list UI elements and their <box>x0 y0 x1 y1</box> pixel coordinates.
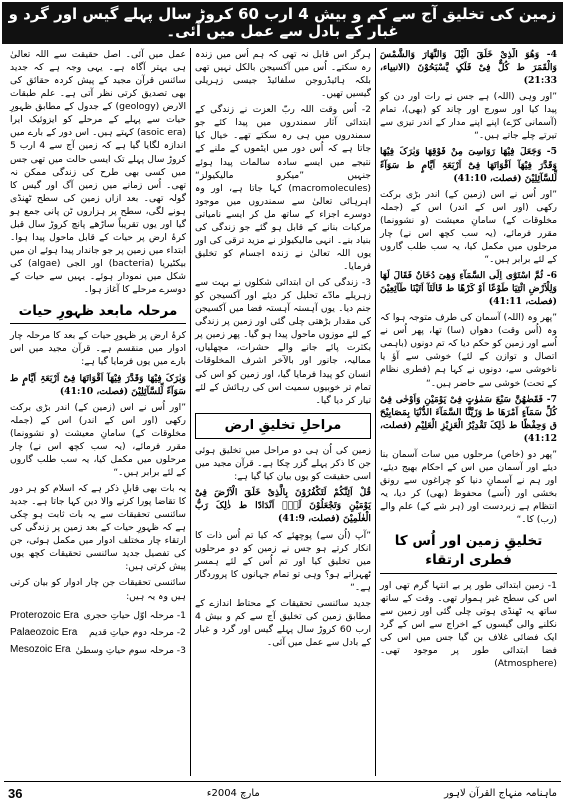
column-right <box>376 48 561 776</box>
middle-paragraph-1: ہرگز اس قابل نہ تھی کہ ہم اُس میں زندہ رہ سکتے۔ اُس میں آکسیجن بالکل نہیں تھی بلکہ ہائیڈروجن سلفائیڈ جیسی زہریلی گیسیں تھیں۔ <box>195 49 371 100</box>
era-urdu: 1- مرحلہ اوّل حیاتِ حجری <box>83 610 186 622</box>
era-item <box>10 626 186 640</box>
era-english: Palaeozoic Era <box>10 626 78 638</box>
headline-banner <box>2 2 563 44</box>
middle-paragraph-4: زمین کی اُن ہی دو مراحل میں تخلیق ہوئی جن کا ذکر پہلے گزر چکا ہے۔ قرآن مجید میں اسی حقیقت کو یوں بیان کیا گیا ہے: <box>195 445 371 483</box>
verse-4-translation: ”اور وہی (اللہ) ہے جس نے رات اور دن کو پیدا کیا اور سورج اور چاند کو (بھی)، تمام (آسمانی کرّے) اپنے اپنے مدار کے اندر تیزی سے تیرتے چلے جاتے ہیں۔“ <box>380 91 557 142</box>
section-heading-stages: مراحلِ تخلیقِ ارض <box>195 413 371 439</box>
verse-fussilat-10-arabic: وَبٰرَکَ فِیْھَا وَقَدَّرَ فِیْھَآ اَقْوَاتَھَا فِیْٓ اَرْبَعَۃِ اَیَّامٍ ط سَوَآءً لِّلسَّآئِلِیْنَ (فصلت، 41:10) <box>10 372 186 397</box>
era-english: Mesozoic Era <box>10 643 71 655</box>
verse-6-translation: ”پھر وہ (اللہ) آسمان کی طرف متوجہ ہوا کہ وہ (اُس وقت) دھواں (سا) تھا، پھر اُس نے اُسے اور زمین کو حکم دیا کہ تم دونوں (باہمی اتصال و توازن کے لئے) خوشی سے آؤ یا ناخوشی سے، دونوں نے کہا ہم (فطری نظام کے تحت) خوشی سے حاضر ہیں۔“ <box>380 312 557 389</box>
verse-7-translation: ”پھر دو (خاص) مرحلوں میں سات آسمان بنا دیئے اور آسمان میں اس کے احکام بھیج دیئے، اور ہم نے آسمانِ دنیا کو چراغوں سے رونق بخشی اور (اُسے) محفوظ (بھی) کر دیا، یہ انتظام ہے زبردست اور (ہر شے کے) علم والے (رب) کا۔“ <box>380 448 557 526</box>
article-columns <box>4 48 561 776</box>
column-middle <box>191 48 376 776</box>
middle-paragraph-2: 2- اُس وقت اللہ ربّ العزت نے زندگی کے ابتدائی آثار سمندروں میں پیدا کئے جو سمندروں میں ہی رہ سکتے تھے۔ خیال کیا جاتا ہے کہ اُس دور میں ایٹموں کے ملنے کے نتیجے میں ایسے سادہ سالمات پیدا ہوئے جنہیں ”میکرو مالیکیولز“ (macromolecules) کہا جاتا ہے، اور وہ اہرہائی تعالیٰ سے سمندروں میں موجود دوسرے اجزاء کے ساتھ مل کر ایسے نامیاتی مرکبات بنانے کے قابل ہو گئے جو زندگی کی بنیاد بنے۔ انہی مالیکیولز نے مزید ترقی کی اور یوں اللہ تعالیٰ نے زندہ اجسام کو تخلیق فرمایا۔ <box>195 104 371 272</box>
era-item <box>10 609 186 623</box>
middle-paragraph-3: 3- زندگی کی ان ابتدائی شکلوں نے بہت سے زہریلے مادّے تحلیل کر دیئے اور آکسیجن کو جنم دیا۔ یوں آہستہ آہستہ فضا میں آکسیجن کی مقدار بڑھتی چلی گئی اور زمین پر زندگی کے لئے موزوں ماحول پیدا ہو گیا۔ پھر زمین پر بکثرت پائے جانے والے حشرات، مچھلیاں، ممالیہ، جانور اور بالآخر اشرف المخلوقات انسان کو پیدا فرمایا گیا، اور زمین کو اس کی تمام تر خوبیوں سمیت اس کی رہائش کے لئے تیار کر دیا گیا۔ <box>195 277 371 406</box>
verse-fussilat-9-translation: ”آپ (اُن سے) پوچھئے کہ کیا تم اُس ذات کا انکار کرتے ہو جس نے زمین کو دو مرحلوں میں تخلیق کیا اور تم اُس کے لئے ہمسر ٹھہراتے ہو؟ وہی تو تمام جہانوں کا پروردگار ہے۔“ <box>195 529 371 593</box>
verse-6-arabic: 6- ثُمَّ اسْتَوٰٓی اِلَی السَّمَآءِ وَھِیَ دُخَانٌ فَقَالَ لَھَا وَلِلْاَرْضِ ائْتِیَا طَوْعًا اَوْ کَرْھًا ط قَالَتَآ اَتَیْنَا طَآئِعِیْنَ (فصلت، 41:11) <box>380 270 557 308</box>
section-heading-post-life: مرحلہ مابعد ظہورِ حیات <box>10 302 186 324</box>
left-paragraph-2: کرۂ ارض پر ظہورِ حیات کے بعد کا مرحلہ چار ادوار میں منقسم ہے۔ قرآن مجید میں اس بارے میں یوں فرمایا گیا ہے: <box>10 330 186 368</box>
era-urdu: 2- مرحلہ دوم حیاتِ قدیم <box>89 627 186 639</box>
middle-paragraph-5: جدید سائنسی تحقیقات کے محتاط اندازے کے مطابق زمین کی تخلیق آج سے کم و بیش 4 ارب 60 کروڑ سال پہلے گیس اور گرد و غبار کے بادل سے عمل میں آئی۔ <box>195 597 371 649</box>
verse-5-translation: ”اور اُس نے اس (زمین کے) اندر بڑی برکت رکھی (اور اس کے اندر) اس کے (جملہ مخلوقات کے) سامانِ معیشت (و نشوونما) مقرر فرمائے، (یہ سب کچھ اس نے) چار مرحلوں میں مکمل کیا، یہ سب طلب گاروں کے لئے برابر ہیں۔“ <box>380 188 557 265</box>
section-heading-creation-evolution: تخلیقِ زمین اور اُس کا فطری ارتقاء <box>380 532 557 573</box>
page-footer <box>4 781 561 804</box>
left-paragraph-4: سائنسی تحقیقات جن چار ادوار کو بیان کرتی ہیں وہ یہ ہیں: <box>10 577 186 602</box>
left-paragraph-1: عمل میں آئی۔ اصل حقیقت سے اللہ تعالیٰ ہی بہتر آگاہ ہے۔ یہی وجہ ہے کہ جدید سائنس قرآن مجید کے پیش کردہ حقائق کی بھی تصدیق کرتی نظر آتی ہے۔ علم طبقات الارض (geology) کے جدول کے مطابق ظہورِ حیات سے پہلے کے مرحلے کو ایزوئیک ایرا (asoic era) کہتے ہیں۔ اس دور کے بارے میں اندازہ لگایا گیا ہے کہ زمین آج سے 4 ارب 5 کروڑ سال پہلے تک ایسی حالت میں تھی جس میں کسی بھی طرح کی زندگی ممکن نہ تھی۔ اُس زمانے میں زمین آگ اور گیس کا گولہ تھی۔ بعد ازاں زمین کی سطح ٹھنڈی ہونے لگی، سطح پر ہزاروں ٹن پانی جمع ہو گیا اور یوں تقریباً ساڑھے پانچ کروڑ سال قبل کرۂ ارض پر حیات کے قابل ماحول پیدا ہوا۔ ابتداء میں زمین پر جو جاندار پیدا ہوئے ان میں بیکٹیریا (bacteria) اور الجی (algae) کی شکل میں نمودار ہوئے۔ یہیں سے حیات کے دوسرے مرحلے کا آغاز ہوا۔ <box>10 49 187 296</box>
issue-date: مارچ 2004ء <box>206 787 260 799</box>
page-number: 36 <box>8 785 23 801</box>
era-item <box>10 643 186 657</box>
evolution-point-1: 1- زمین ابتدائی طور پر بے انتہا گرم تھی اور اس کی سطح غیر ہموار تھی۔ وقت کے ساتھ ساتھ یہ ٹھنڈی ہوتی چلی گئی اور زمین سے نکلنے والی گیسوں کے اخراج سے اس کے گرد ایک فضائی غلاف بن گیا جس میں اس کی فضا ابتدائی طور پر موجود تھی۔ (Atmosphere) <box>380 579 557 669</box>
verse-5-arabic: 5- وَجَعَلَ فِیْھَا رَوَاسِیَ مِنْ فَوْقِھَا وَبٰرَکَ فِیْھَا وَقَدَّرَ فِیْھَآ اَقْوَاتَھَا فِیْٓ اَرْبَعَۃِ اَیَّامٍ ط سَوَآءً لِّلسَّآئِلِیْنَ (فصلت، 41:10) <box>380 146 557 184</box>
eras-list <box>10 609 186 658</box>
left-paragraph-3: یہ بات بھی قابلِ ذکر ہے کہ اسلام کو ہر دور کا تقاضا پورا کرنے والا دین کہا جاتا ہے۔ جدید سائنسی تحقیقات سے یہ بات ثابت ہو چکی ہے کہ ظہورِ حیات کے بعد زمین پر زندگی کی ارتقاء چار مختلف ادوار میں مکمل ہوئی، جن کی تفصیل جدید سائنسی تحقیقات کچھ یوں پیش کرتی ہیں: <box>10 483 186 573</box>
verse-4-arabic: 4- وَھُوَ الَّذِیْ خَلَقَ الَّیْلَ وَالنَّھَارَ وَالشَّمْسَ وَالْقَمَرَ ط کُلٌّ فِیْ فَلَکٍ یَّسْبَحُوْنَ (الانبیاء، 21:33) <box>380 49 557 87</box>
headline-title: زمین کی تخلیق آج سے کم و بیش 4 ارب 60 کروڑ سال پہلے گیس اور گرد و غبار کے بادل سے عمل میں آئی۔ <box>8 4 557 40</box>
era-urdu: 3- مرحلہ سوم حیاتِ وسطیٰ <box>75 644 186 656</box>
magazine-name: ماہنامہ منہاج القرآن لاہور <box>444 787 557 799</box>
verse-fussilat-10-translation: ”اور اُس نے اس (زمین کے) اندر بڑی برکت رکھی (اور اس کے اندر) اس کے (جملہ مخلوقات کے) سامانِ معیشت (و نشوونما) مقرر فرمائے، (یہ سب کچھ اس نے) چار مرحلوں میں مکمل کیا، یہ سب طلب گاروں کے لئے برابر ہیں۔“ <box>10 401 186 478</box>
verse-fussilat-9-arabic: قُلْ اَئِنَّکُمْ لَتَکْفُرُوْنَ بِالَّذِیْ خَلَقَ الْاَرْضَ فِیْ یَوْمَیْنِ وَتَجْعَلُوْنَ لَہٗٓ اَنْدَادًا ط ذٰلِکَ رَبُّ الْعٰلَمِیْنَ (فصلت، 41:9) <box>195 487 371 525</box>
era-english: Proterozoic Era <box>10 609 79 621</box>
verse-7-arabic: 7- فَقَضٰھُنَّ سَبْعَ سَمٰوٰتٍ فِیْ یَوْمَیْنِ وَاَوْحٰی فِیْ کُلِّ سَمَآءٍ اَمْرَھَا ط وَزَیَّنَّا السَّمَآءَ الدُّنْیَا بِمَصَابِیْحَ ق وَحِفْظًا ط ذٰلِکَ تَقْدِیْرُ الْعَزِیْزِ الْعَلِیْمِ (فصلت، 41:12) <box>380 393 557 444</box>
column-left <box>6 48 191 776</box>
